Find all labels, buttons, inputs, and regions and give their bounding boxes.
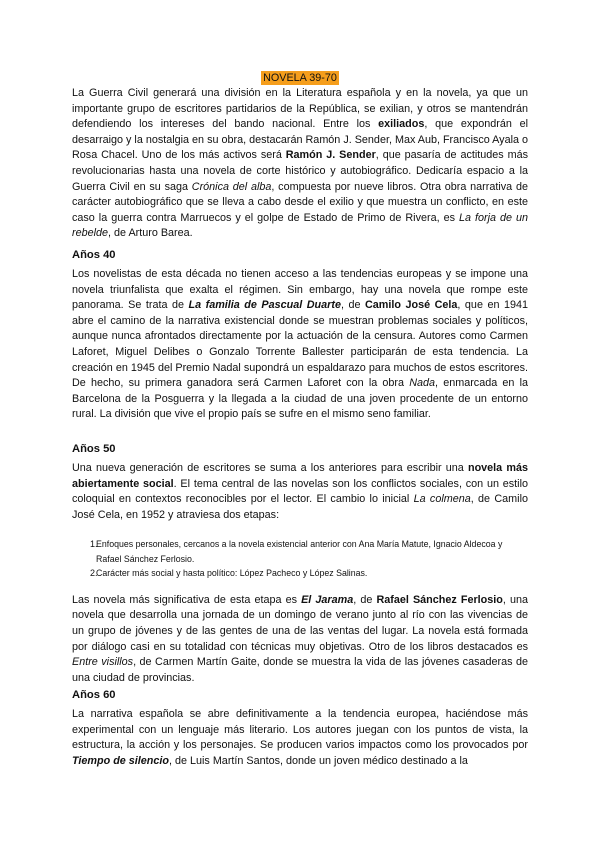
s50-text-1: Una nueva generación de escritores se suma a los anteriores para escribir una xyxy=(72,462,468,474)
s40-italic-nada: Nada xyxy=(409,377,436,390)
list-item xyxy=(72,537,528,566)
intro-italic-cronica: Crónica del alba xyxy=(191,180,272,193)
page-title: NOVELA 39-70 xyxy=(263,72,337,84)
title-row xyxy=(0,71,600,85)
list-text: Carácter más social y hasta político: López Pacheco y López Salinas. xyxy=(96,568,368,579)
s50p2-text-4: , de Carmen Martín Gaite, donde se muestra la vida de las jóvenes casaderas de una ciudad de provincias. xyxy=(72,656,528,684)
list-item xyxy=(72,566,528,581)
s40-text-1: Los novelistas de esta década no tienen acceso a las tendencias europeas y se impone una novela triunfalista que exalta el régimen. Sin embargo, hay una novela que rompe este panorama. Se trata de xyxy=(72,268,528,312)
paragraph-60 xyxy=(72,707,528,769)
paragraph-50-jarama xyxy=(72,593,528,687)
section-60 xyxy=(72,688,528,769)
s50p2-text-2: , de xyxy=(353,593,377,606)
intro-section xyxy=(72,86,528,242)
s40-text-3: , que en 1941 abre el camino de la narrativa existencial donde se muestran problemas sociales y políticos, aunque nunca afrontados directamente por la actuación de la censura. Autores como Carmen Laforet, Miguel Delibes o Gonzalo Torrente Ballester participarán de esta tendencia. La creación en 1945 del Premio Nadal supondrá un espaldarazo para muchos de estos escritores. De hecho, su primera ganadora será Carmen Laforet con la obra xyxy=(72,299,528,390)
s40-bold-cela: Camilo José Cela xyxy=(364,299,458,312)
list-number: 2. xyxy=(90,568,98,579)
s50p2-bold-italic-jarama: El Jarama xyxy=(301,593,354,606)
s40-text-2: , de xyxy=(340,299,365,312)
s40-text-4: , enmarcada en la Barcelona de la Posguerra y la llegada a la ciudad de una joven procedente de un entorno rural. La división que vive el propio país se sufre en el mismo seno familiar. xyxy=(72,377,528,421)
s50p2-italic-visillos: Entre visillos xyxy=(72,656,134,669)
heading-60: Años 60 xyxy=(72,689,116,701)
list-text: Enfoques personales, cercanos a la novela existencial anterior con Ana María Matute, Ignacio Aldecoa y Rafael Sánchez Ferlosio. xyxy=(96,539,503,564)
s60-text-1: La narrativa española se abre definitivamente a la tendencia europea, haciéndose más experimental con un lenguaje más literario. Los autores juegan con los puntos de vista, la estructura, la acción y los personajes. Se producen varios impactos como los provocados por xyxy=(72,708,528,752)
intro-text-5: , de Arturo Barea. xyxy=(108,227,193,240)
intro-text-3: , que pasaría de actitudes más revolucionarias hasta una novela de corte histórico y autobiográfico. Dedicaría espacio a la Guerra Civil en su saga xyxy=(72,149,528,193)
section-50 xyxy=(72,442,528,686)
s50p2-text-3: , una novela que desarrolla una jornada de un domingo de verano junto al río con las vivencias de un grupo de jóvenes y de las gentes de una de las ventas del lugar. La novela está formada por diálogo casi en su totalidad con técnicas muy objetivas. Otro de los libros destacados es xyxy=(72,593,528,653)
paragraph-50 xyxy=(72,461,528,523)
list-number: 1. xyxy=(90,539,98,550)
intro-italic-forja: La forja de un rebelde xyxy=(72,211,528,240)
s40-bold-italic-pascual: La familia de Pascual Duarte xyxy=(188,299,341,312)
s50-italic-colmena: La colmena xyxy=(413,493,471,506)
intro-text-1: La Guerra Civil generará una división en la Literatura española y en la novela, ya que un importante grupo de escritores partidarios de la República, se exilian, y otros se mantendrán defendiendo los intereses del bando nacional. Entre los xyxy=(72,87,528,131)
heading-40: Años 40 xyxy=(72,249,116,261)
intro-bold-sender: Ramón J. Sender xyxy=(285,149,376,162)
s50p2-text-1: Las novela más significativa de esta etapa es xyxy=(72,593,302,606)
intro-bold-exiliados: exiliados xyxy=(378,118,425,131)
s50p2-bold-ferlosio: Rafael Sánchez Ferlosio xyxy=(376,593,503,606)
s50-bold-novela-social: novela más abiertamente social xyxy=(72,462,528,490)
stages-list xyxy=(72,537,528,581)
section-40 xyxy=(72,248,528,423)
paragraph-40 xyxy=(72,267,528,423)
intro-text-4: , compuesta por nueve libros. Otra obra narrativa de carácter autobiográfico que se lleva a cabo desde el exilio y que muestra un conflicto, en este caso la guerra contra Marruecos y el golpe de Estado de Primo de Rivera, es xyxy=(72,180,528,224)
intro-paragraph xyxy=(72,86,528,242)
s60-bold-italic-tiempo: Tiempo de silencio xyxy=(72,754,169,767)
s50-text-3: , de Camilo José Cela, en 1952 y atraviesa dos etapas: xyxy=(72,493,528,521)
s50-text-2: . El tema central de las novelas son los conflictos sociales, con un estilo coloquial en contextos reconocibles por el lector. El cambio lo inicial xyxy=(72,477,528,506)
heading-50: Años 50 xyxy=(72,443,116,455)
s60-text-2: , de Luis Martín Santos, donde un joven médico destinado a la xyxy=(169,754,468,767)
intro-text-2: , que expondrán el desarraigo y la nostalgia en su obra, destacarán Ramón J. Sender, Max Aub, Francisco Ayala o Rosa Chacel. Uno de los más activos será xyxy=(72,118,528,162)
